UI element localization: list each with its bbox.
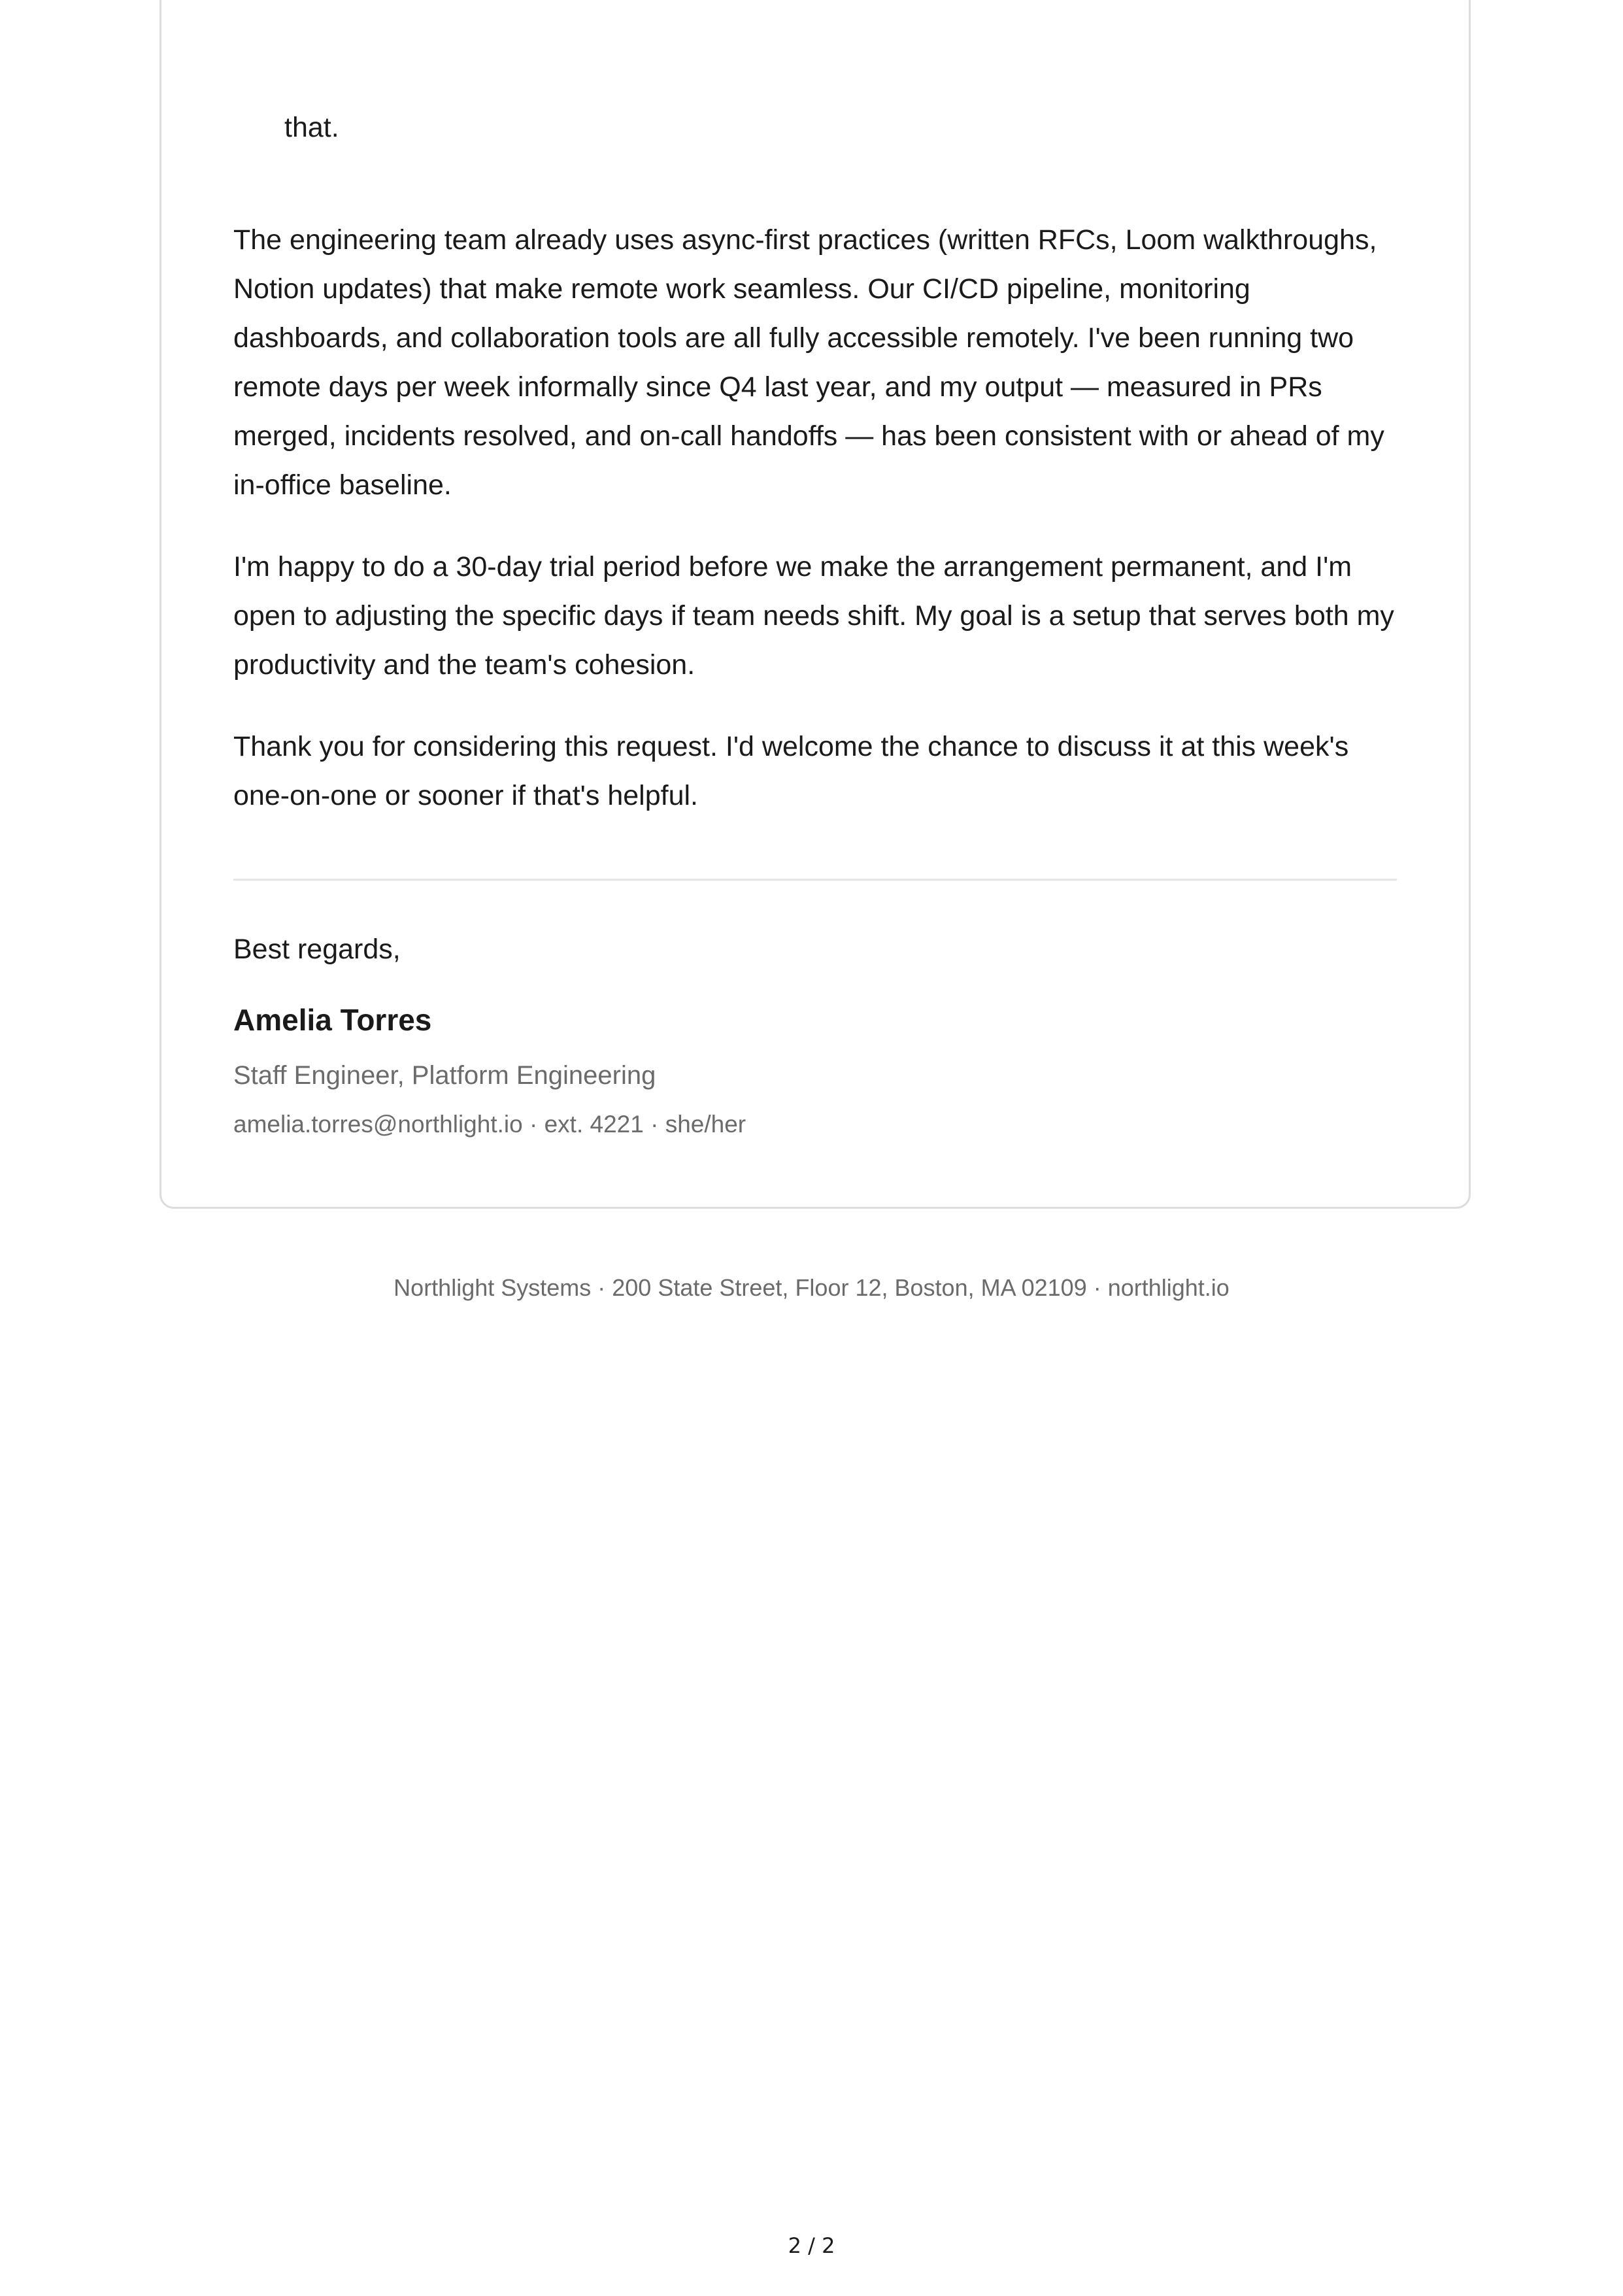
closing-salutation: Best regards, xyxy=(233,934,401,965)
signature-divider xyxy=(233,879,1397,881)
company-footer: Northlight Systems · 200 State Street, Floor 12, Boston, MA 02109 · northlight.io xyxy=(393,1274,1230,1301)
body-paragraph-trial-period: I'm happy to do a 30-day trial period before we make the arrangement permanent, and I'm open to adjusting the specific days if team needs shift. My goal is a setup that serves both my productivity and the team's cohesion. xyxy=(233,551,1394,681)
page-number: 2 / 2 xyxy=(788,2233,835,2258)
body-paragraph-remote-practices: The engineering team already uses async-first practices (written RFCs, Loom walkthroughs, Notion updates) that make remote work seamless. Our CI/CD pipeline, monitoring dashboards, and collaboration tools are all fully accessible remotely. I've been running two remote days per week informally since Q4 last year, and my output — measured in PRs merged, incidents resolved, and on-call handoffs — has been consistent with or ahead of my in-office baseline. xyxy=(233,224,1384,501)
signature-name: Amelia Torres xyxy=(233,1003,432,1037)
signature-contact: amelia.torres@northlight.io · ext. 4221 · she/her xyxy=(233,1111,746,1138)
signature-title: Staff Engineer, Platform Engineering xyxy=(233,1061,656,1090)
body-paragraph-thank-you: Thank you for considering this request. I'd welcome the chance to discuss it at this week's one-on-one or sooner if that's helpful. xyxy=(233,731,1349,811)
continued-fragment: that. xyxy=(284,112,339,143)
